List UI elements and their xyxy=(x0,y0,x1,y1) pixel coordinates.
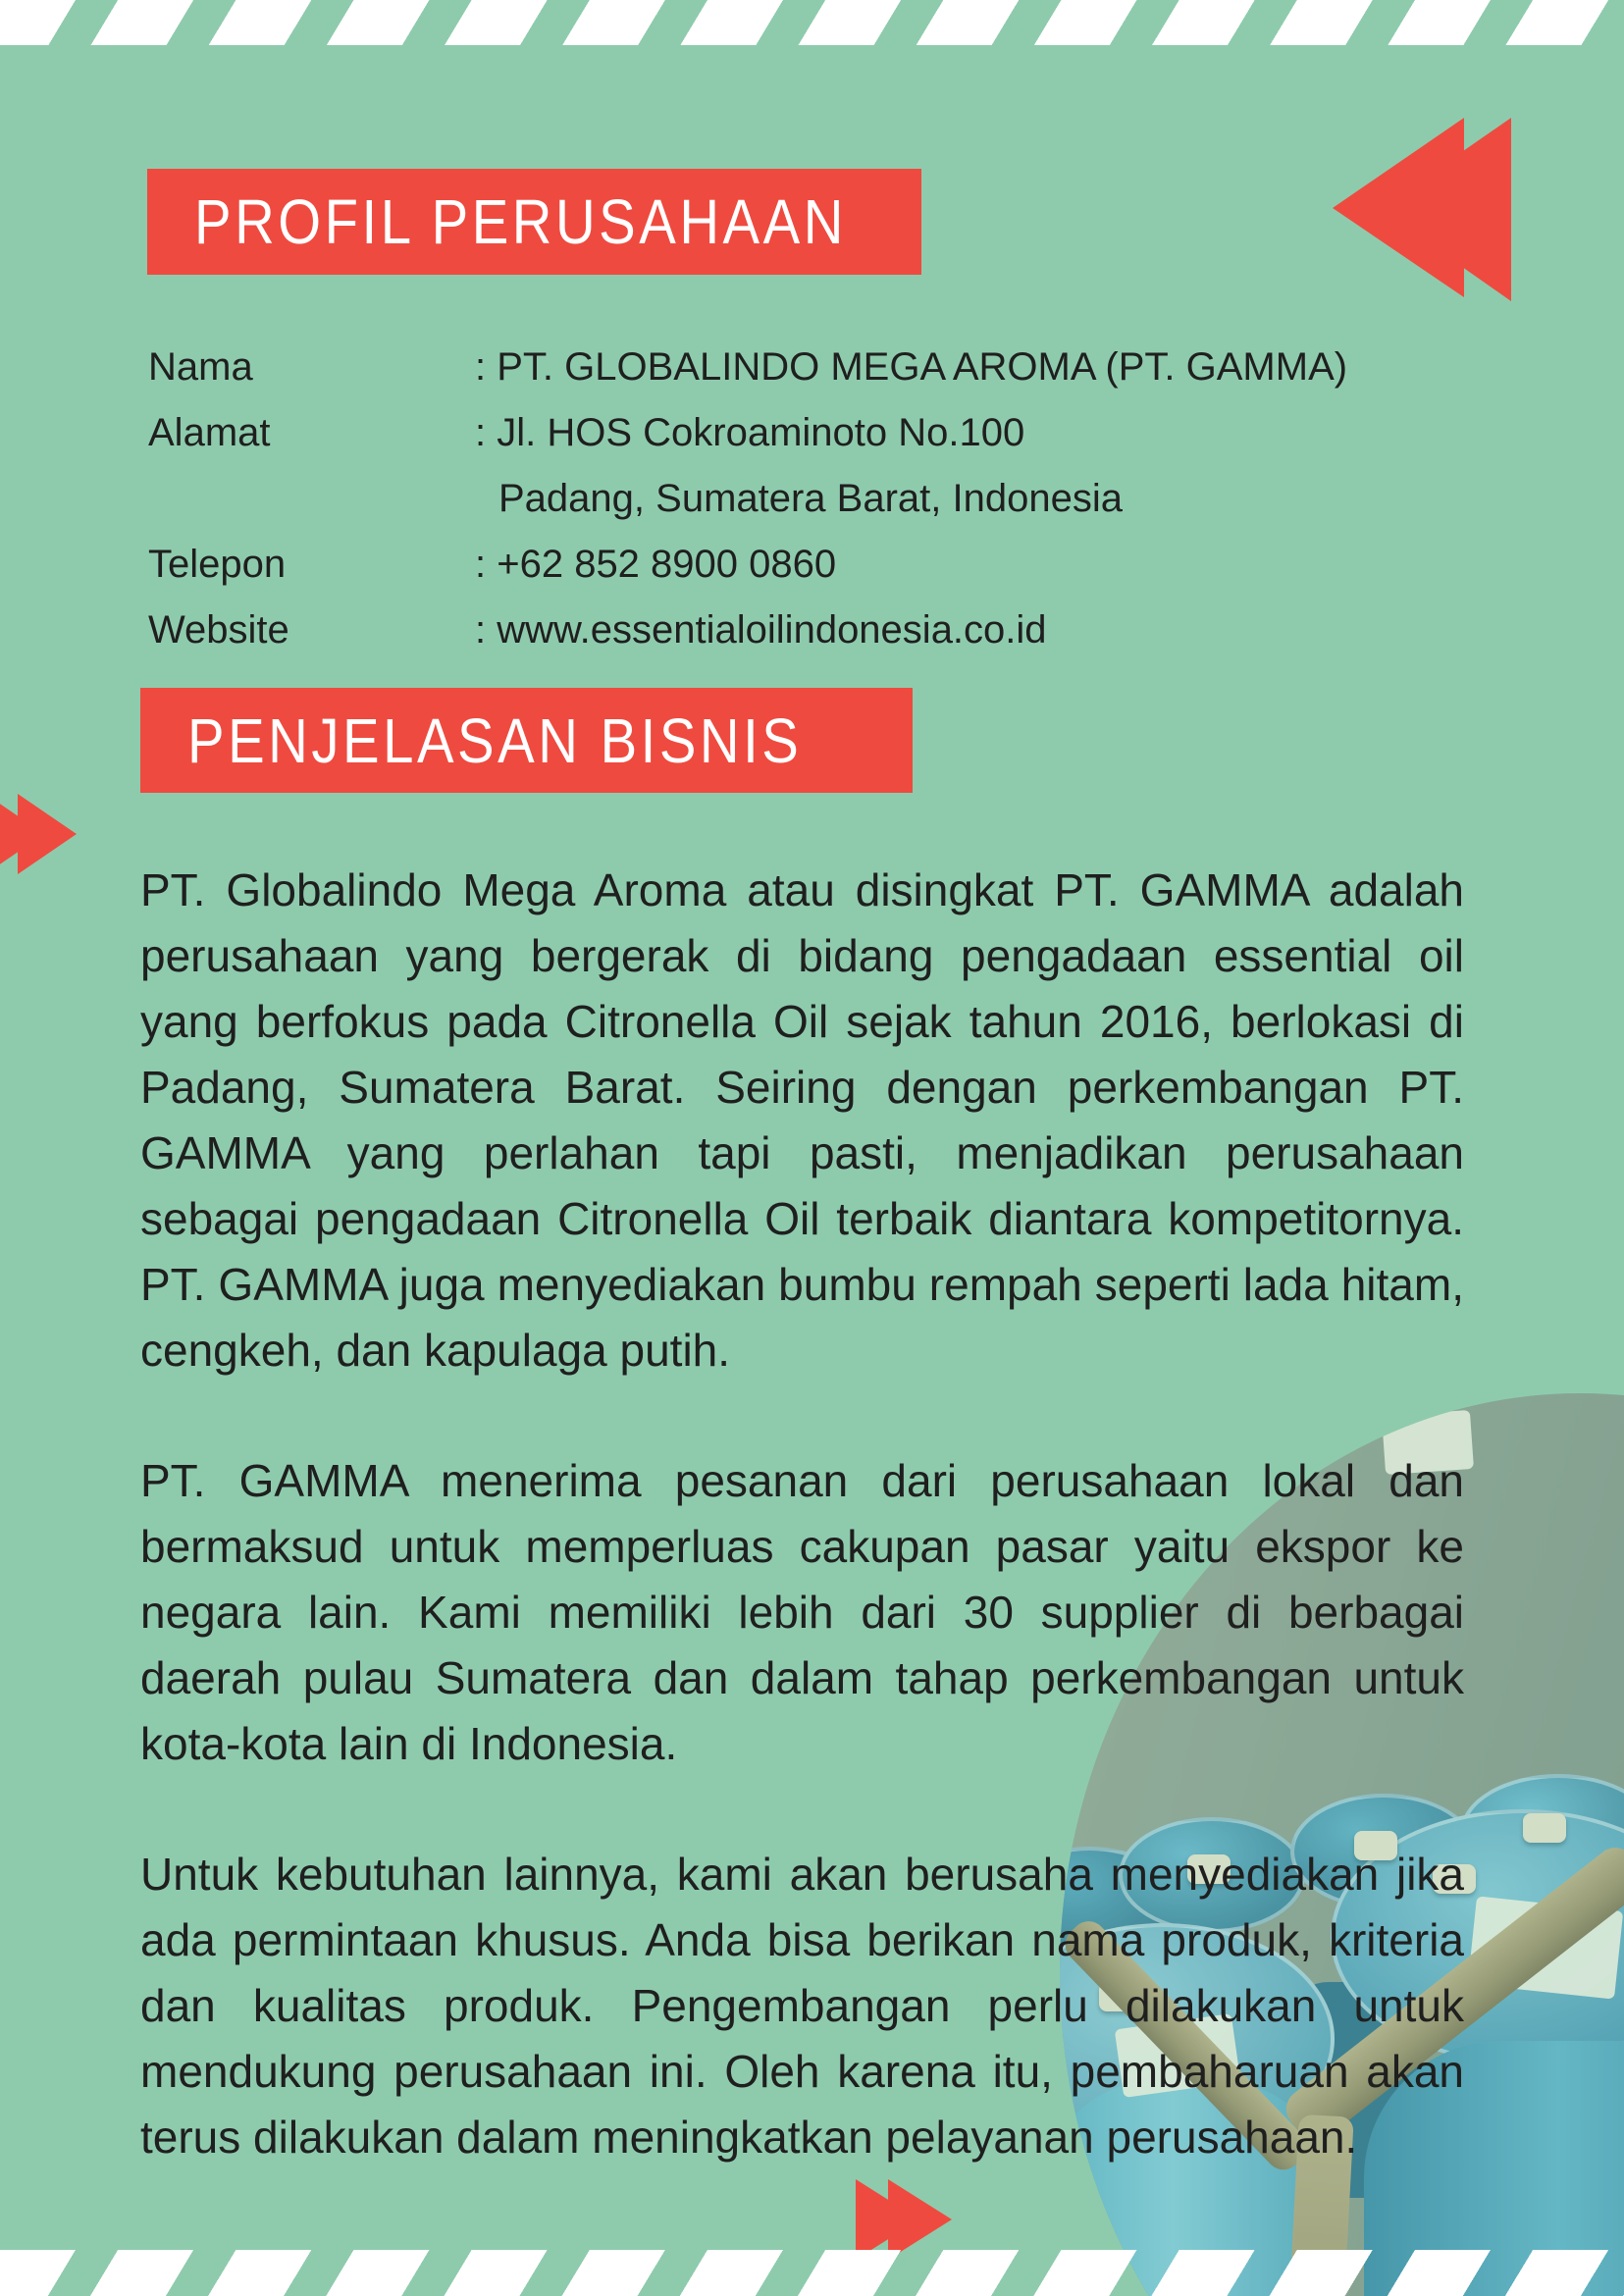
info-label: Alamat xyxy=(148,411,271,454)
business-section-banner xyxy=(140,688,913,793)
info-value: : PT. GLOBALINDO MEGA AROMA (PT. GAMMA) xyxy=(475,345,1348,389)
info-row-alamat xyxy=(148,400,1512,466)
website-value: : www.essentialoilindonesia.co.id xyxy=(475,608,1047,652)
striped-border-top-icon xyxy=(0,0,1624,45)
info-row-telepon xyxy=(148,532,1512,598)
business-paragraph-3: Untuk kebutuhan lainnya, kami akan berusaha menyediakan jika ada permintaan khusus. Anda bisa berikan nama produk, kriteria dan kualitas produk. Pengembangan perlu dilakukan untuk mendukung perusahaan ini. Oleh karena itu, pembaharuan akan terus dilakukan dalam meningkatkan pelayanan perusahaan. xyxy=(140,1849,1464,2163)
striped-border-bottom-icon xyxy=(0,2250,1624,2296)
info-value: Padang, Sumatera Barat, Indonesia xyxy=(498,477,1123,520)
info-row-nama xyxy=(148,335,1512,400)
info-row-website xyxy=(148,598,1512,663)
business-section-title: PENJELASAN BISNIS xyxy=(187,704,803,776)
info-value: : +62 852 8900 0860 xyxy=(475,543,837,586)
info-label: Nama xyxy=(148,345,253,389)
business-paragraph-1: PT. Globalindo Mega Aroma atau disingkat PT. GAMMA adalah perusahaan yang bergerak di bidang pengadaan essential oil yang berfokus pada Citronella Oil sejak tahun 2016, berlokasi di Padang, Sumatera Barat. Seiring dengan perkembangan PT. GAMMA yang perlahan tapi pasti, menjadikan perusahaan sebagai pengadaan Citronella Oil terbaik diantara kompetitornya. PT. GAMMA juga menyediakan bumbu rempah seperti lada hitam, cengkeh, dan kapulaga putih. xyxy=(140,864,1464,1376)
double-right-arrow-icon xyxy=(0,791,83,879)
profile-section-banner xyxy=(147,169,921,275)
profile-section-title: PROFIL PERUSAHAAN xyxy=(194,186,847,257)
info-value: : Jl. HOS Cokroaminoto No.100 xyxy=(475,411,1025,454)
business-description xyxy=(140,844,1464,2170)
business-paragraph-2: PT. GAMMA menerima pesanan dari perusahaan lokal dan bermaksud untuk memperluas cakupan pasar yaitu ekspor ke negara lain. Kami memiliki lebih dari 30 supplier di berbagai daerah pulau Sumatera dan dalam tahap perkembangan untuk kota-kota lain di Indonesia. xyxy=(140,1455,1464,1769)
double-left-arrow-icon xyxy=(1325,113,1516,304)
info-label: Telepon xyxy=(148,543,287,586)
info-row-alamat-line2 xyxy=(148,466,1512,532)
info-label xyxy=(148,466,475,532)
info-label: Website xyxy=(148,608,289,652)
company-info-block xyxy=(148,335,1512,663)
